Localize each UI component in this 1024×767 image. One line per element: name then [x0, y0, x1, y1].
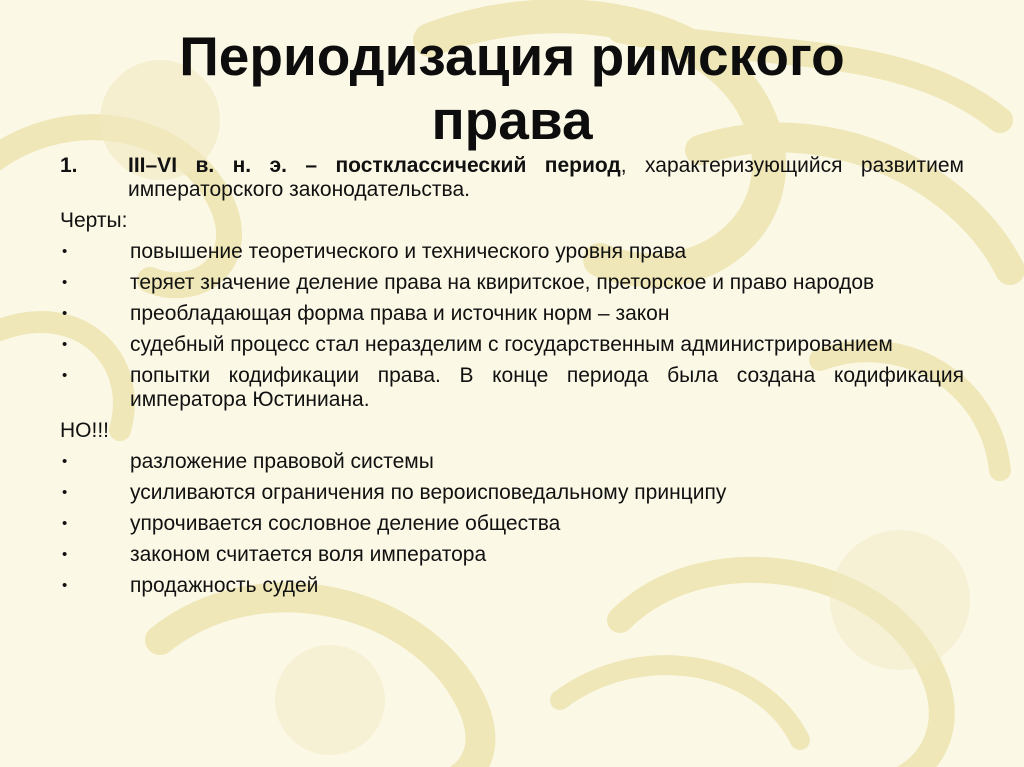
list-item-text: попытки кодификации права. В конце периода была создана кодификация императора Юстиниана. — [130, 364, 964, 411]
list-item-text: упрочивается сословное деление общества — [130, 512, 561, 535]
list-item — [60, 240, 964, 264]
list-item — [60, 543, 964, 567]
list-item-text: теряет значение деление права на квиритское, преторское и право народов — [130, 271, 875, 294]
list-item-text: преобладающая форма права и источник норм – закон — [130, 302, 670, 325]
bullet-icon: • — [62, 515, 68, 532]
list-item-text: судебный процесс стал неразделим с государственным администрированием — [130, 333, 893, 356]
list-item-text: повышение теоретического и технического уровня права — [130, 240, 687, 263]
bullet-icon: • — [62, 453, 68, 470]
list-item — [60, 574, 964, 598]
list-item — [60, 333, 964, 357]
bullet-icon: • — [62, 546, 68, 563]
bullet-icon: • — [62, 484, 68, 501]
list-item-text: разложение правовой системы — [130, 450, 434, 473]
item-text — [128, 154, 964, 202]
list-item — [60, 481, 964, 505]
bullet-icon: • — [62, 274, 68, 291]
bullet-icon: • — [62, 336, 68, 353]
bullet-icon: • — [62, 243, 68, 260]
list-item — [60, 302, 964, 326]
slide-content — [60, 154, 964, 605]
list-item-text: усиливаются ограничения по вероисповедальному принципу — [130, 481, 727, 504]
item-number: 1. — [60, 154, 78, 177]
list-item — [60, 512, 964, 536]
features-label: Черты: — [60, 209, 128, 232]
list-item — [60, 450, 964, 474]
bullet-icon: • — [62, 577, 68, 594]
period-heading: III–VI в. н. э. – постклассический период — [128, 154, 621, 177]
numbered-item — [60, 154, 964, 202]
list-item-text: продажность судей — [130, 574, 319, 597]
list-item — [60, 271, 964, 295]
bullet-icon: • — [62, 305, 68, 322]
bullet-icon: • — [62, 367, 68, 384]
period-description: , характеризующийся развитием императорского законодательства. — [128, 154, 964, 201]
list-item-text: законом считается воля императора — [130, 543, 487, 566]
list-item — [60, 364, 964, 412]
but-label: НО!!! — [60, 419, 110, 442]
slide-title: Периодизация римского права — [179, 25, 845, 151]
